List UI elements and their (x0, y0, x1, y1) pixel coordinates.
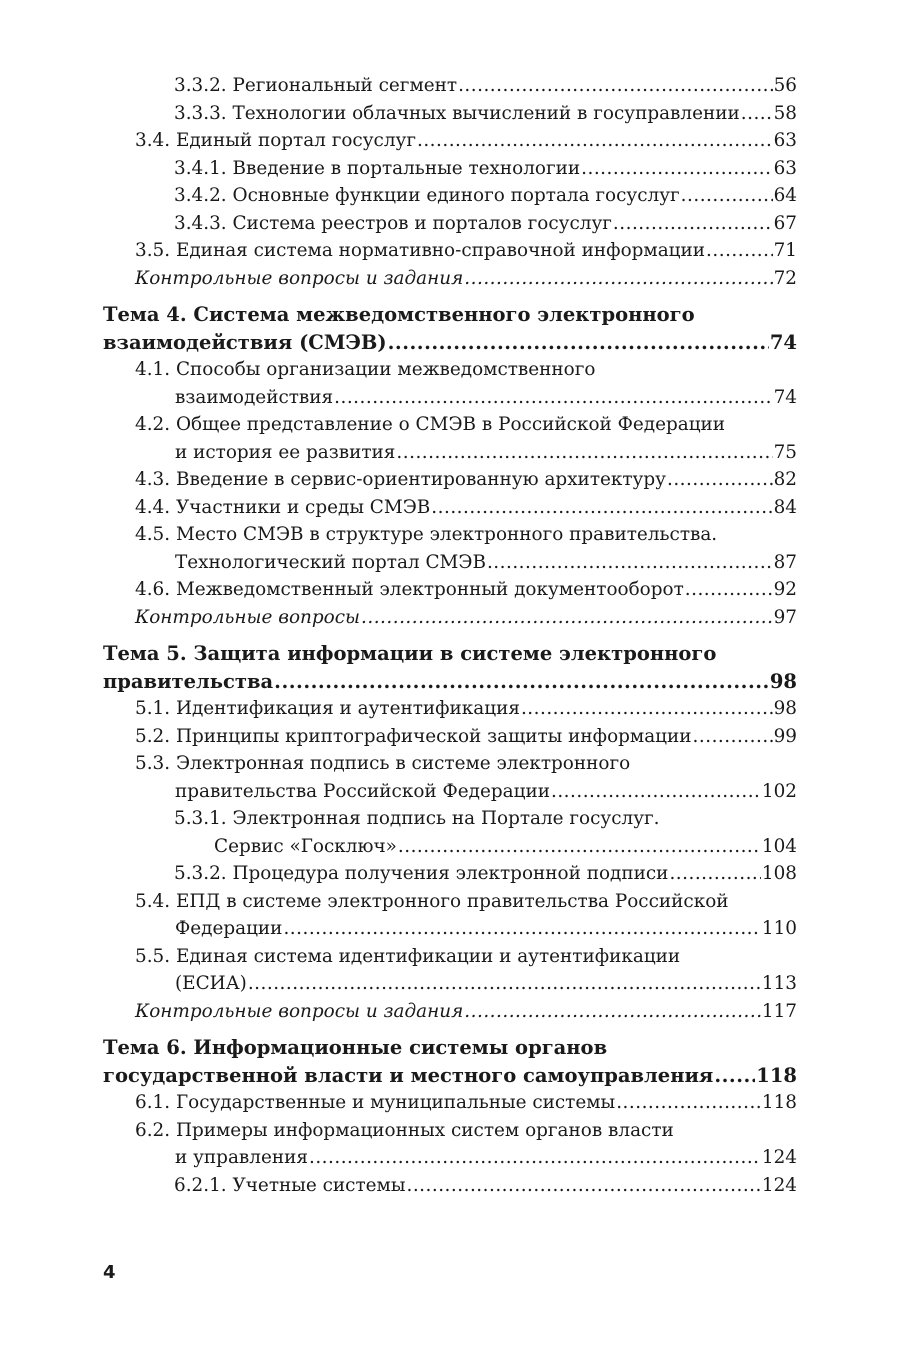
table-of-contents (103, 72, 797, 1199)
toc-entry-title-line: Тема 6. Информационные системы органов (103, 1036, 608, 1059)
dot-leader (431, 494, 772, 522)
toc-section[interactable] (103, 723, 797, 751)
toc-section[interactable] (103, 695, 797, 723)
toc-entry-title-line: Тема 5. Защита информации в системе электронного (103, 642, 717, 665)
dot-leader (396, 439, 772, 467)
toc-subsection[interactable] (103, 1172, 797, 1200)
toc-entry-row (174, 100, 797, 128)
toc-entry-title: 5.1. Идентификация и аутентификация (135, 698, 520, 719)
toc-entry-title: 3.4.2. Основные функции единого портала госуслуг (174, 185, 680, 206)
dot-leader (669, 860, 760, 888)
toc-subsection[interactable] (103, 860, 797, 888)
toc-section[interactable] (103, 943, 797, 998)
toc-page-number: 56 (773, 75, 797, 96)
dot-leader (417, 127, 773, 155)
dot-leader (521, 695, 773, 723)
toc-entry-title: 3.5. Единая система нормативно-справочной информации (135, 240, 706, 261)
toc-page-number: 82 (773, 469, 797, 490)
dot-leader (706, 237, 773, 265)
toc-page-number: 108 (761, 863, 797, 884)
toc-entry-title: Технологический портал СМЭВ (175, 551, 486, 573)
dot-leader (309, 1144, 761, 1172)
toc-chapter[interactable] (103, 1034, 797, 1089)
toc-entry-title: Контрольные вопросы и задания (135, 267, 464, 289)
toc-section[interactable] (103, 998, 797, 1026)
dot-leader (388, 329, 769, 357)
dot-leader (616, 1089, 761, 1117)
toc-entry-title-line: Тема 4. Система межведомственного электронного (103, 303, 695, 326)
toc-subsection[interactable] (103, 100, 797, 128)
dot-leader (464, 265, 772, 293)
toc-entry-title-line: 4.2. Общее представление о СМЭВ в Российской Федерации (135, 414, 726, 435)
toc-entry-title: правительства (103, 669, 274, 693)
toc-entry-row (135, 127, 797, 155)
toc-entry-row (135, 970, 797, 998)
toc-entry-row (135, 237, 797, 265)
toc-entry-title: государственной власти и местного самоуправления (103, 1063, 714, 1087)
toc-page-number: 87 (773, 551, 797, 573)
toc-entry-title: Контрольные вопросы (135, 606, 360, 628)
toc-entry-row (135, 998, 797, 1026)
toc-entry-row (135, 466, 797, 494)
toc-entry-row (174, 155, 797, 183)
toc-section[interactable] (103, 1089, 797, 1117)
toc-page-number: 98 (769, 669, 797, 693)
toc-entry-title: и история ее развития (175, 441, 396, 463)
dot-leader (248, 970, 761, 998)
toc-entry-row (135, 604, 797, 632)
toc-entry-title-line: 5.5. Единая система идентификации и аутентификации (135, 945, 681, 967)
dot-leader (581, 155, 772, 183)
dot-leader (458, 72, 773, 100)
toc-entry-title: 3.4.3. Система реестров и порталов госуслуг (174, 212, 612, 234)
toc-subsection[interactable] (103, 72, 797, 100)
toc-entry-title-line: 5.3. Электронная подпись в системе электронного (135, 753, 631, 774)
toc-entry-row (135, 576, 797, 604)
toc-section[interactable] (103, 576, 797, 604)
toc-entry-row (174, 72, 797, 100)
toc-entry-title: 5.3.2. Процедура получения электронной подписи (174, 863, 669, 884)
dot-leader (398, 833, 761, 861)
toc-page-number: 74 (769, 330, 797, 354)
dot-leader (667, 466, 773, 494)
toc-page-number: 92 (773, 579, 797, 600)
toc-entry-row (135, 549, 797, 577)
toc-entry-title-line: 5.3.1. Электронная подпись на Портале госуслуг. (174, 808, 660, 829)
toc-page-number: 74 (773, 386, 797, 408)
toc-section[interactable] (103, 356, 797, 411)
dot-leader (334, 384, 772, 412)
toc-entry-row (135, 915, 797, 943)
toc-entry-row (135, 1089, 797, 1117)
toc-entry-title: 4.3. Введение в сервис-ориентированную архитектуру (135, 469, 666, 490)
toc-page-number: 75 (773, 441, 797, 463)
page-number: 4 (103, 1262, 116, 1283)
toc-entry-row (103, 668, 797, 696)
toc-entry-title-line: 6.2. Примеры информационных систем органов власти (135, 1119, 674, 1141)
toc-page-number: 98 (773, 698, 797, 719)
toc-page-number: 124 (761, 1147, 797, 1168)
dot-leader (361, 604, 773, 632)
toc-page-number: 63 (773, 130, 797, 151)
toc-entry-row (135, 695, 797, 723)
toc-entry-title: (ЕСИА) (175, 973, 247, 994)
toc-section[interactable] (103, 265, 797, 293)
toc-page-number: 72 (773, 267, 797, 289)
toc-section[interactable] (103, 888, 797, 943)
toc-entry-title-line: 4.5. Место СМЭВ в структуре электронного правительства. (135, 524, 718, 545)
toc-entry-title: взаимодействия (СМЭВ) (103, 330, 387, 354)
toc-section[interactable] (103, 604, 797, 632)
toc-page-number: 124 (761, 1174, 797, 1196)
toc-section[interactable] (103, 466, 797, 494)
toc-page-number: 71 (773, 240, 797, 261)
toc-page-number: 118 (761, 1092, 797, 1113)
toc-page-number: 67 (773, 212, 797, 234)
toc-chapter[interactable] (103, 301, 797, 356)
toc-entry-row (135, 384, 797, 412)
toc-entry-row (135, 439, 797, 467)
toc-section[interactable] (103, 1117, 797, 1172)
toc-entry-row (135, 1144, 797, 1172)
toc-subsection[interactable] (103, 155, 797, 183)
toc-page-number: 84 (773, 496, 797, 518)
toc-entry-row (174, 833, 797, 861)
dot-leader (613, 210, 773, 238)
toc-entry-title: 5.2. Принципы криптографической защиты информации (135, 725, 692, 747)
toc-entry-title-line: 5.4. ЕПД в системе электронного правительства Российской (135, 890, 729, 912)
toc-page-number: 99 (773, 725, 797, 747)
toc-section[interactable] (103, 521, 797, 576)
toc-entry-row (174, 860, 797, 888)
toc-entry-title: правительства Российской Федерации (175, 780, 550, 802)
toc-page-number: 102 (761, 780, 797, 802)
toc-subsection[interactable] (103, 805, 797, 860)
dot-leader (693, 723, 773, 751)
toc-entry-row (103, 1062, 797, 1090)
toc-entry-title: и управления (175, 1147, 308, 1168)
toc-page-number: 110 (761, 918, 797, 939)
toc-entry-row (174, 210, 797, 238)
dot-leader (714, 1062, 755, 1090)
toc-entry-title-line: 4.1. Способы организации межведомственного (135, 359, 596, 380)
toc-page-number: 113 (761, 973, 797, 994)
toc-entry-title: Сервис «Госключ» (214, 835, 397, 857)
dot-leader (685, 576, 773, 604)
toc-subsection[interactable] (103, 210, 797, 238)
toc-page-number: 117 (761, 1000, 797, 1022)
toc-section[interactable] (103, 750, 797, 805)
dot-leader (681, 182, 773, 210)
toc-entry-title: Федерации (175, 918, 283, 939)
toc-entry-row (135, 265, 797, 293)
toc-section[interactable] (103, 411, 797, 466)
toc-entry-row (135, 778, 797, 806)
toc-entry-title: 6.2.1. Учетные системы (174, 1174, 406, 1196)
toc-chapter[interactable] (103, 640, 797, 695)
toc-entry-title: 3.4.1. Введение в портальные технологии (174, 157, 581, 179)
toc-entry-title: Контрольные вопросы и задания (135, 1000, 464, 1022)
toc-entry-row (174, 1172, 797, 1200)
toc-page-number: 58 (773, 102, 797, 124)
dot-leader (741, 100, 773, 128)
toc-entry-row (135, 723, 797, 751)
toc-page-number: 97 (773, 606, 797, 628)
toc-section[interactable] (103, 127, 797, 155)
toc-entry-title: 3.3.2. Региональный сегмент (174, 75, 458, 96)
toc-entry-row (135, 494, 797, 522)
toc-entry-title: 6.1. Государственные и муниципальные системы (135, 1092, 616, 1113)
toc-page-number: 104 (761, 835, 797, 857)
toc-entry-title: взаимодействия (175, 386, 334, 408)
toc-section[interactable] (103, 237, 797, 265)
toc-page-number: 118 (756, 1063, 797, 1087)
dot-leader (283, 915, 760, 943)
toc-section[interactable] (103, 494, 797, 522)
toc-entry-title: 3.4. Единый портал госуслуг (135, 130, 416, 151)
toc-entry-row (174, 182, 797, 210)
toc-page-number: 63 (773, 157, 797, 179)
toc-entry-row (103, 329, 797, 357)
dot-leader (487, 549, 773, 577)
toc-entry-title: 4.4. Участники и среды СМЭВ (135, 496, 431, 518)
dot-leader (551, 778, 761, 806)
dot-leader (274, 668, 769, 696)
dot-leader (464, 998, 761, 1026)
toc-subsection[interactable] (103, 182, 797, 210)
toc-entry-title: 3.3.3. Технологии облачных вычислений в госуправлении (174, 102, 740, 124)
toc-entry-title: 4.6. Межведомственный электронный документооборот (135, 579, 684, 600)
dot-leader (406, 1172, 760, 1200)
toc-page-number: 64 (773, 185, 797, 206)
